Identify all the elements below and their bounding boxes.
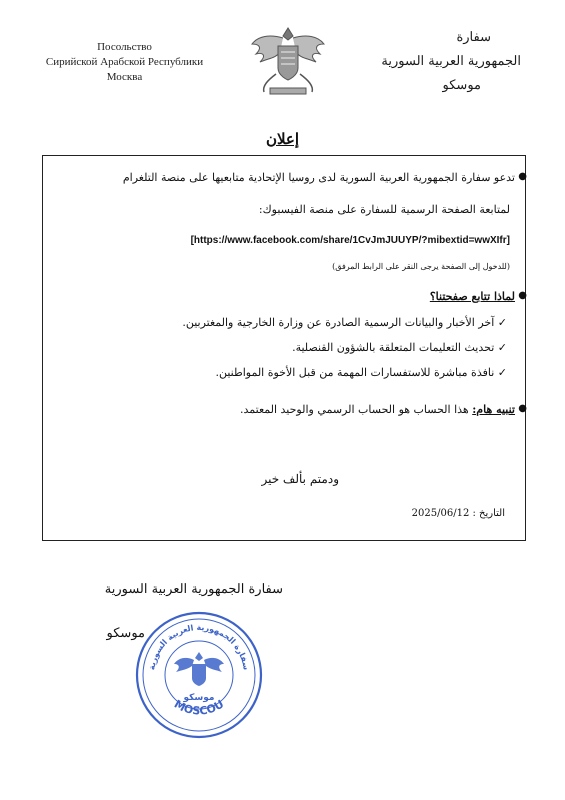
footer-embassy-name: سفارة الجمهورية العربية السورية bbox=[104, 582, 283, 597]
important-note bbox=[95, 403, 527, 416]
link-hint: (للدخول إلى الصفحة يرجى النقر على الرابط المرفق) bbox=[332, 262, 510, 271]
facebook-link[interactable]: [https://www.facebook.com/share/1CvJmJUUYP/?mibextid=wwXIfr] bbox=[190, 235, 510, 246]
bullet-icon: ● bbox=[518, 403, 527, 414]
embassy-stamp-icon bbox=[132, 608, 266, 742]
stamp-top-text: سفارة الجمهورية العربية السورية bbox=[147, 622, 251, 671]
check-item-2: ✓ تحديث التعليمات المتعلقة بالشؤون القنصلية. bbox=[292, 341, 507, 354]
ar-line-2: الجمهورية العربية السورية bbox=[381, 54, 521, 69]
footer-city: موسكو bbox=[106, 626, 145, 641]
follow-paragraph: لمتابعة الصفحة الرسمية للسفارة على منصة الفيسبوك: bbox=[258, 203, 510, 216]
note-text: هذا الحساب هو الحساب الرسمي والوحيد المعتمد. bbox=[240, 403, 469, 416]
stamp-city-ar: موسكو bbox=[183, 693, 215, 703]
note-label: تنبيه هام: bbox=[472, 403, 515, 416]
checkmark-icon: ✓ bbox=[494, 341, 507, 354]
checkmark-icon: ✓ bbox=[494, 316, 507, 329]
ru-line-2: Сирийской Арабской Республики bbox=[45, 56, 204, 68]
checkmark-icon: ✓ bbox=[494, 366, 507, 379]
announcement-title: إعلان bbox=[265, 130, 300, 148]
document-date: التاريخ : 2025/06/12 bbox=[411, 508, 505, 519]
stamp-bottom-text: MOSCOU bbox=[171, 697, 227, 718]
why-heading: ● لماذا تتابع صفحتنا؟ bbox=[429, 290, 527, 303]
bullet-icon: ● bbox=[518, 290, 527, 301]
ru-line-3: Москва bbox=[106, 71, 143, 83]
closing-line: ودمتم بألف خير bbox=[261, 472, 339, 486]
arabic-letterhead bbox=[351, 26, 521, 98]
russian-letterhead bbox=[32, 40, 217, 85]
intro-paragraph: ● تدعو سفارة الجمهورية العربية السورية لدى روسيا الإتحادية متابعيها على منصة التلغرام bbox=[122, 171, 527, 184]
ar-line-1: سفارة bbox=[456, 30, 491, 45]
bullet-icon: ● bbox=[518, 171, 527, 182]
check-item-3: ✓ نافذة مباشرة للاستفسارات المهمة من قبل الأخوة المواطنين. bbox=[215, 366, 507, 379]
svg-text:سفارة الجمهورية العربية السوري bbox=[147, 623, 251, 671]
check-item-1: ✓ آخر الأخبار والبيانات الرسمية الصادرة عن وزارة الخارجية والمغتربين. bbox=[182, 316, 507, 329]
ar-line-3: موسكو bbox=[442, 78, 481, 93]
syrian-eagle-emblem-icon bbox=[248, 22, 328, 102]
ru-line-1: Посольство bbox=[97, 41, 152, 53]
